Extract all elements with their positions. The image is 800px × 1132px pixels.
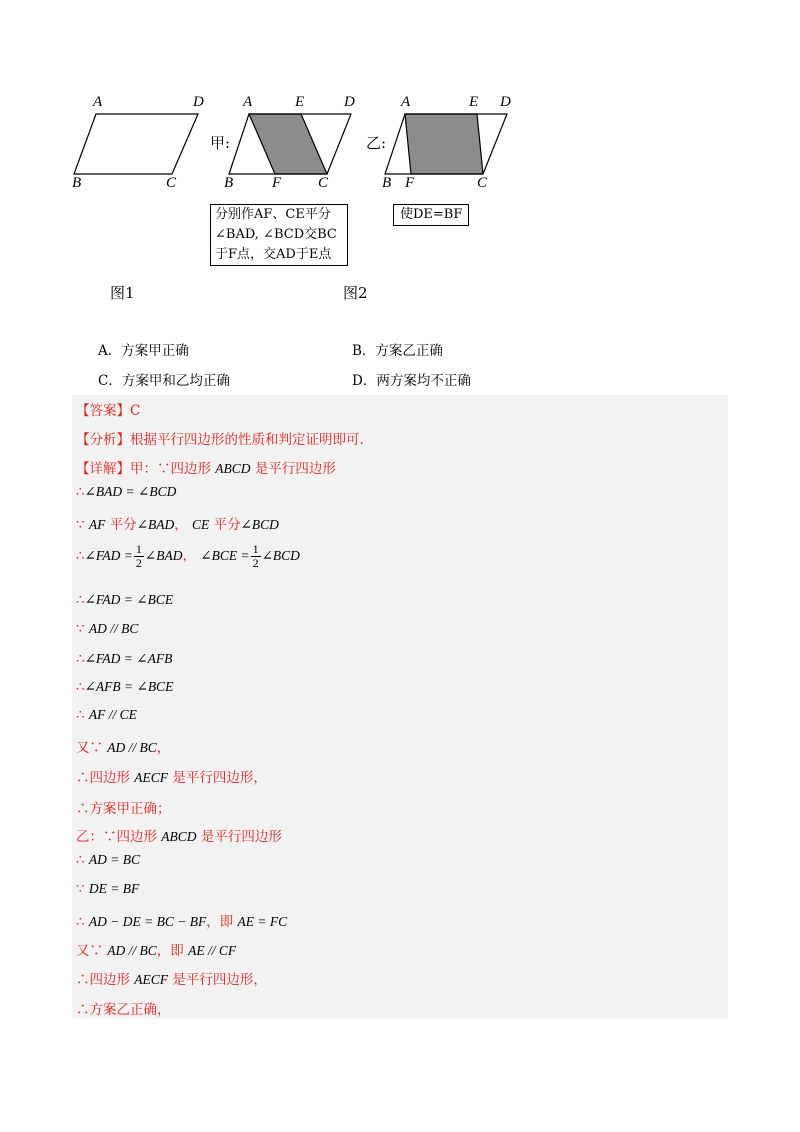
jia-note-line-2: ∠BAD, ∠BCD交BC — [215, 227, 337, 242]
yi-label-f: F — [405, 175, 415, 191]
jia-label-a: A — [243, 94, 253, 110]
detail-line-7: ∴∠FAD = ∠AFB — [76, 651, 173, 667]
detail-line-18: ∴四边形 AECF 是平行四边形， — [76, 972, 267, 988]
jia-label-f: F — [272, 175, 282, 191]
detail-line-5: ∴∠FAD = ∠BCE — [76, 592, 174, 608]
detail-line-8: ∴∠AFB = ∠BCE — [76, 679, 174, 695]
detail-line-14: ∴ AD = BC — [76, 852, 140, 868]
detail-line-3: ∵ AF 平分∠BAD， CE 平分∠BCD — [76, 517, 279, 533]
fig1-label-c: C — [166, 175, 177, 191]
analysis-label: 【分析】 — [76, 432, 130, 448]
jia-prefix: 甲: — [210, 134, 231, 152]
detail-line-2: ∴∠BAD = ∠BCD — [76, 484, 177, 500]
detail-line-10: 又∵ AD // BC， — [76, 740, 171, 756]
figure-2-yi-diagram — [381, 110, 516, 180]
answer-value: C — [130, 403, 141, 419]
option-c: C．方案甲和乙均正确 — [98, 373, 230, 389]
yi-label-d: D — [500, 94, 511, 110]
figure-2-caption: 图2 — [343, 284, 368, 302]
detail-line-4: ∴∠FAD = $\frac{1}{2}$ ∠BAD， ∠BCE = $\frac{1}{2}$ ∠BCD — [76, 542, 300, 570]
yi-label-e: E — [469, 94, 479, 110]
yi-note: 使DE=BF — [400, 207, 463, 222]
detail-line-19: ∴方案乙正确， — [76, 1002, 171, 1018]
option-a: A．方案甲正确 — [98, 343, 189, 359]
detail-line-15: ∵ DE = BF — [76, 881, 140, 897]
detail-line-12: ∴方案甲正确； — [76, 801, 171, 817]
yi-label-c: C — [477, 175, 488, 191]
jia-note-line-1: 分别作AF、CE平分 — [215, 207, 331, 222]
jia-label-d: D — [344, 94, 355, 110]
figure-1-caption: 图1 — [110, 284, 135, 302]
answer-label: 【答案】 — [76, 403, 130, 419]
detail-line-13: 乙：∵四边形 ABCD 是平行四边形 — [76, 829, 282, 845]
detail-line-11: ∴四边形 AECF 是平行四边形， — [76, 770, 267, 786]
fig1-label-a: A — [93, 94, 103, 110]
jia-note-box — [210, 204, 348, 266]
figure-1-parallelogram — [70, 110, 210, 180]
yi-note-box — [393, 204, 469, 226]
detail-line-9: ∴ AF // CE — [76, 707, 137, 723]
analysis-line — [76, 428, 364, 448]
yi-label-a: A — [401, 94, 411, 110]
fraction-half: $\frac{1}{2}$ — [252, 542, 259, 570]
jia-label-c: C — [318, 175, 329, 191]
fig1-label-d: D — [193, 94, 204, 110]
option-b: B．方案乙正确 — [352, 343, 443, 359]
detail-line-6: ∵ AD // BC — [76, 621, 139, 637]
figure-2-jia-diagram — [225, 110, 360, 180]
answer-line — [76, 399, 140, 419]
detail-line-17: 又∵ AD // BC，即 AE // CF — [76, 943, 237, 959]
jia-label-b: B — [224, 175, 234, 191]
detail-label: 【详解】 — [76, 461, 130, 477]
yi-prefix: 乙: — [366, 134, 387, 152]
yi-label-b: B — [382, 175, 392, 191]
jia-label-e: E — [295, 94, 305, 110]
analysis-text: 根据平行四边形的性质和判定证明即可. — [130, 432, 364, 448]
option-d: D．两方案均不正确 — [352, 373, 471, 389]
fraction-half: $\frac{1}{2}$ — [135, 542, 142, 570]
jia-note-line-3: 于F点，交AD于E点 — [215, 247, 332, 262]
detail-line-1: 【详解】甲：∵四边形 ABCD 是平行四边形 — [76, 461, 336, 477]
detail-line-16: ∴ AD − DE = BC − BF，即 AE = FC — [76, 914, 288, 930]
fig1-label-b: B — [72, 175, 82, 191]
